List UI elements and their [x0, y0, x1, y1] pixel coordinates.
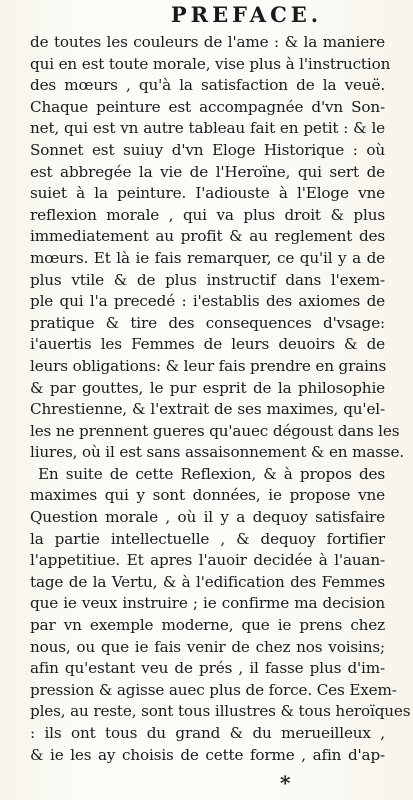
text-line: maximes qui y sont données, ie propose vne	[30, 486, 385, 505]
text-line: qui en est toute morale, vise plus à l'instruction	[30, 54, 391, 73]
text-line: de toutes les couleurs de l'ame : & la maniere	[30, 33, 385, 51]
text-line: pression & agisse auec plus de force. Ces Exem-	[30, 680, 397, 699]
text-line: des mœurs , qu'à la satisfaction de la veuë.	[30, 76, 385, 95]
text-line: ple qui l'a precedé : i'establis des axiomes de	[30, 292, 385, 311]
text-line: & ie les ay choisis de cette forme , afin d'ap-	[30, 745, 385, 764]
text-line: immediatement au profit & au reglement des	[30, 227, 385, 246]
text-line: suiet à la peinture. I'adiouste à l'Eloge vne	[30, 184, 385, 203]
text-line: Chrestienne, & l'extrait de ses maximes, qu'el-	[30, 400, 385, 419]
text-line: pratique & tire des consequences d'vsage:	[30, 313, 385, 332]
text-line: En suite de cette Reflexion, & à propos des	[38, 464, 385, 483]
text-line: l'appetitiue. Et apres l'auoir decidée à l'auan-	[30, 551, 385, 570]
text-line: net, qui est vn autre tableau fait en petit : & le	[30, 119, 385, 138]
text-line: les ne prennent gueres qu'auec dégoust dans les	[30, 421, 400, 440]
text-line: leurs obligations: & leur fais prendre en grains	[30, 356, 387, 375]
text-line: ples, au reste, sont tous illustres & tous heroïques	[30, 702, 411, 721]
preface-text	[30, 32, 411, 766]
text-line: est abbregée la vie de l'Heroïne, qui sert de	[30, 162, 385, 181]
text-line: plus vtile & de plus instructif dans l'exem-	[30, 270, 385, 289]
text-line: tage de la Vertu, & à l'edification des Femmes	[30, 572, 385, 591]
text-line: i'auertis les Femmes de leurs deuoirs & de	[30, 335, 385, 354]
text-line: : ils ont tous du grand & du merueilleux ,	[30, 724, 385, 742]
text-line: la partie intellectuelle , & dequoy fortifier	[30, 529, 385, 548]
signature-mark: *	[280, 771, 291, 795]
text-line: liures, où il est sans assaisonnement & en masse.	[30, 443, 405, 462]
text-line: nous, ou que ie fais venir de chez nos voisins;	[30, 637, 385, 656]
text-line: & par gouttes, le pur esprit de la philosophie	[30, 378, 385, 397]
text-line: par vn exemple moderne, que ie prens chez	[30, 616, 385, 635]
text-line: Sonnet est suiuy d'vn Eloge Historique : où	[30, 140, 385, 159]
text-line: que ie veux instruire ; ie confirme ma decision	[30, 594, 385, 613]
text-line: reflexion morale , qui va plus droit & plus	[30, 205, 385, 224]
page-title: PREFACE.	[170, 2, 323, 27]
text-line: mœurs. Et là ie fais remarquer, ce qu'il y a de	[30, 248, 385, 267]
text-line: Chaque peinture est accompagnée d'vn Son-	[30, 97, 385, 116]
text-line: Question morale , où il y a dequoy satisfaire	[30, 508, 385, 527]
text-line: afin qu'estant veu de prés , il fasse plus d'im-	[30, 659, 385, 678]
